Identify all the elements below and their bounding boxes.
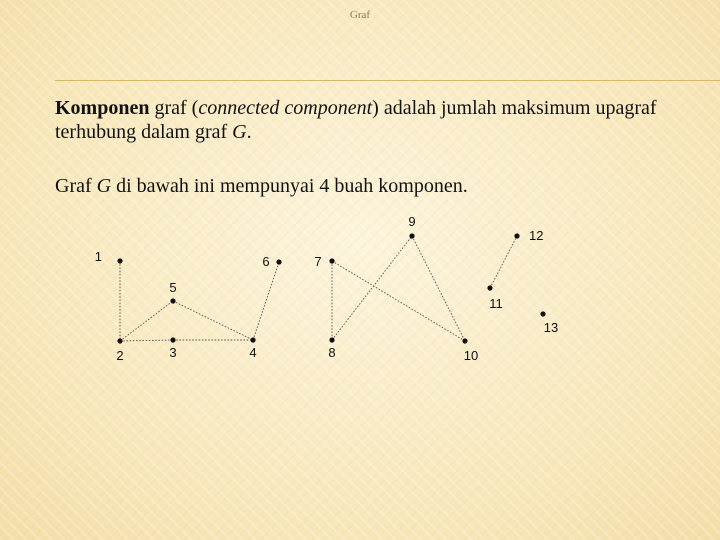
vertex-12 [514, 233, 519, 238]
edge-7-10 [332, 261, 465, 341]
term-komponen: Komponen [55, 97, 150, 119]
edge-2-3 [120, 340, 173, 341]
example-graph-variable: G [96, 175, 112, 197]
edge-5-4 [173, 301, 253, 340]
vertex-8 [329, 337, 334, 342]
vertex-label-3: 3 [169, 345, 177, 360]
vertex-13 [540, 311, 545, 316]
vertex-label-4: 4 [249, 345, 257, 360]
vertex-label-10: 10 [463, 348, 479, 363]
vertex-7 [329, 258, 334, 263]
edge-8-9 [332, 236, 412, 340]
definition-text-b: ) adalah jumlah maksimum upagraf terhubung dalam graf [55, 97, 657, 143]
vertex-3 [170, 337, 175, 342]
definition-text-a: graf ( [149, 97, 199, 119]
graph-variable: G [232, 121, 247, 143]
graph-edges [120, 236, 517, 341]
graph-vertices [95, 214, 558, 363]
vertex-label-1: 1 [94, 249, 102, 264]
vertex-label-2: 2 [116, 348, 124, 363]
example-text-a: Graf [55, 175, 97, 197]
edge-9-10 [412, 236, 465, 341]
term-english: connected component [198, 97, 373, 119]
vertex-10 [462, 338, 467, 343]
vertex-1 [117, 258, 122, 263]
example-text-b: di bawah ini mempunyai 4 buah komponen. [111, 175, 468, 197]
vertex-label-5: 5 [169, 280, 177, 295]
vertex-9 [409, 233, 414, 238]
edge-11-12 [490, 236, 517, 288]
vertex-6 [276, 259, 281, 264]
slide-header-title: Graf [349, 9, 371, 21]
vertex-label-9: 9 [408, 214, 416, 229]
vertex-11 [487, 285, 492, 290]
edge-4-6 [253, 262, 279, 340]
vertex-label-12: 12 [529, 228, 544, 243]
definition-text-c: . [246, 121, 252, 143]
edge-2-5 [120, 301, 173, 341]
vertex-4 [250, 337, 255, 342]
vertex-label-13: 13 [543, 320, 559, 335]
vertex-label-11: 11 [489, 296, 503, 311]
vertex-label-6: 6 [262, 254, 270, 269]
vertex-5 [170, 298, 175, 303]
vertex-label-8: 8 [328, 345, 336, 360]
vertex-2 [117, 338, 122, 343]
vertex-label-7: 7 [314, 254, 322, 269]
